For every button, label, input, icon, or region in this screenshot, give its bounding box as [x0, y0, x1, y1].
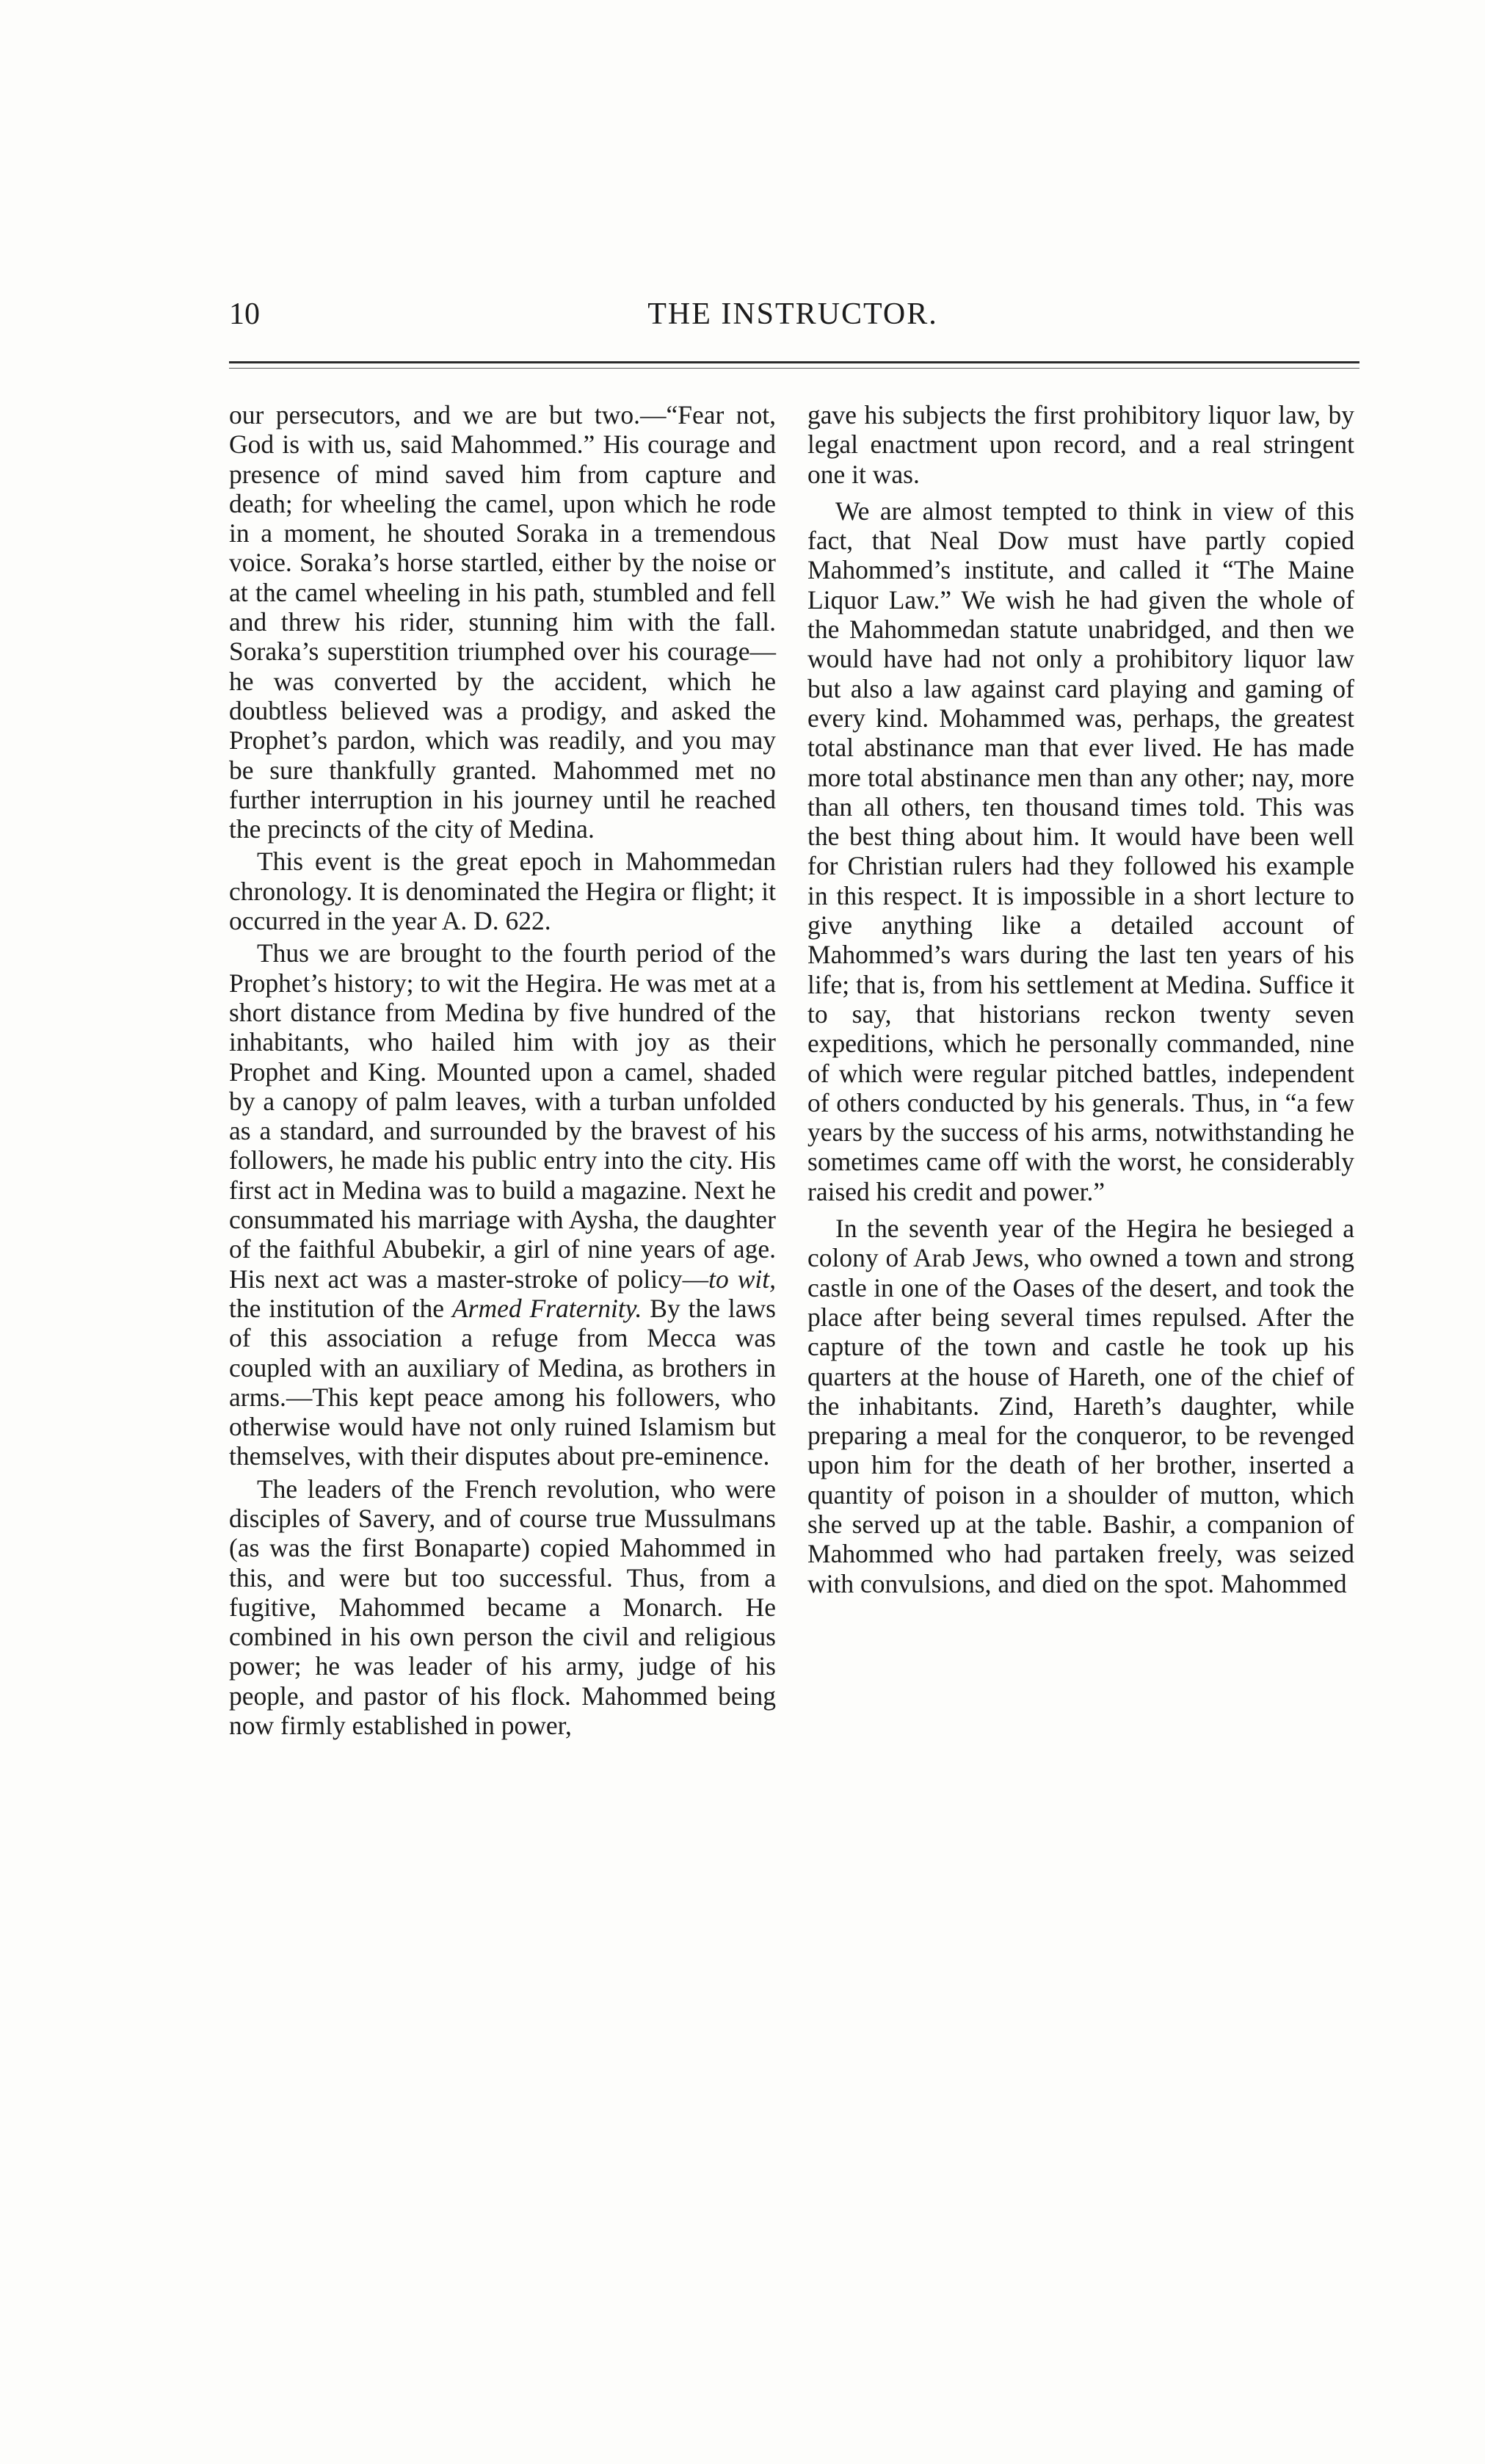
running-title: THE INSTRUCTOR. [647, 297, 938, 331]
paragraph: This event is the great epoch in Mahommedan chronology. It is denominated the Hegira or flight; it occurred in the year A. D. 622. [229, 847, 776, 936]
italic-text: Armed Fraternity. [451, 1293, 642, 1323]
header-rule [229, 361, 1359, 369]
left-column [229, 400, 776, 1743]
italic-text: to wit, [708, 1264, 776, 1294]
page-number: 10 [229, 297, 260, 331]
paragraph: In the seventh year of the Hegira he besieged a colony of Arab Jews, who owned a town and strong castle in one of the Oases of the desert, and took the place after being several times repulsed. After the capture of the town and castle he took up his quarters at the house of Hareth, one of the chief of the inhabitants. Zind, Hareth’s daughter, while preparing a meal for the conqueror, to be revenged upon him for the death of her brother, inserted a quantity of poison in a shoulder of mutton, which she served up at the table. Bashir, a companion of Mahommed who had partaken freely, was seized with convulsions, and died on the spot. Mahommed [807, 1214, 1354, 1598]
paragraph: The leaders of the French revolution, who were disciples of Savery, and of course true Mussulmans (as was the first Bonaparte) copied Mahommed in this, and were but too successful. Thus, from a fugitive, Mahommed became a Monarch. He combined in his own person the civil and religious power; he was leader of his army, judge of his people, and pastor of his flock. Mahommed being now firmly established in power, [229, 1474, 776, 1741]
paragraph-text: Thus we are brought to the fourth period of the Prophet’s history; to wit the Hegira. He was met at a short distance from Medina by five hundred of the inhabitants, who hailed him with joy as their Prophet and King. Mounted upon a camel, shaded by a canopy of palm leaves, with a turban unfolded as a standard, and surrounded by the bravest of his followers, he made his public entry into the city. His first act in Medina was to build a magazine. Next he consummated his marriage with Aysha, the daughter of the faithful Abubekir, a girl of nine years of age. His next act was a master-stroke of policy— [229, 938, 776, 1294]
paragraph: We are almost tempted to think in view of this fact, that Neal Dow must have partly copied Mahommed’s institute, and called it “The Maine Liquor Law.” We wish he had given the whole of the Mahommedan statute unabridged, and then we would have had not only a prohibitory liquor law but also a law against card playing and gaming of every kind. Mohammed was, perhaps, the greatest total abstinance man that ever lived. He has made more total abstinance men than any other; nay, more than all others, ten thousand times told. This was the best thing about him. It would have been well for Christian rulers had they followed his example in this respect. It is impossible in a short lecture to give anything like a detailed account of Mahommed’s wars during the last ten years of his life; that is, from his settlement at Medina. Suffice it to say, that historians reckon twenty seven expeditions, which he personally commanded, nine of which were regular pitched battles, independent of others conducted by his generals. Thus, in “a few years by the success of his arms, notwithstanding he sometimes came off with the worst, he considerably raised his credit and power.” [807, 496, 1354, 1206]
paragraph: gave his subjects the first prohibitory liquor law, by legal enactment upon record, and a real stringent one it was. [807, 400, 1354, 489]
paragraph-text: By the laws of this association a refuge from Mecca was coupled with an auxiliary of Medina, as brothers in arms.—This kept peace among his followers, who otherwise would have not only ruined Islamism but themselves, with their disputes about pre-eminence. [229, 1293, 776, 1471]
right-column [807, 400, 1354, 1601]
paragraph: our persecutors, and we are but two.—“Fear not, God is with us, said Mahommed.” His courage and presence of mind saved him from capture and death; for wheeling the camel, upon which he rode in a moment, he shouted Soraka in a tremendous voice. Soraka’s horse startled, either by the noise or at the camel wheeling in his path, stumbled and fell and threw his rider, stunning him with the fall. Soraka’s superstition triumphed over his courage—he was converted by the accident, which he doubtless believed was a prodigy, and asked the Prophet’s pardon, which was readily, and you may be sure thankfully granted. Mahommed met no further interruption in his journey until he reached the precincts of the city of Medina. [229, 400, 776, 844]
paragraph [229, 938, 776, 1471]
paragraph-text: the institution of the [229, 1293, 452, 1323]
page-header [220, 292, 1365, 336]
